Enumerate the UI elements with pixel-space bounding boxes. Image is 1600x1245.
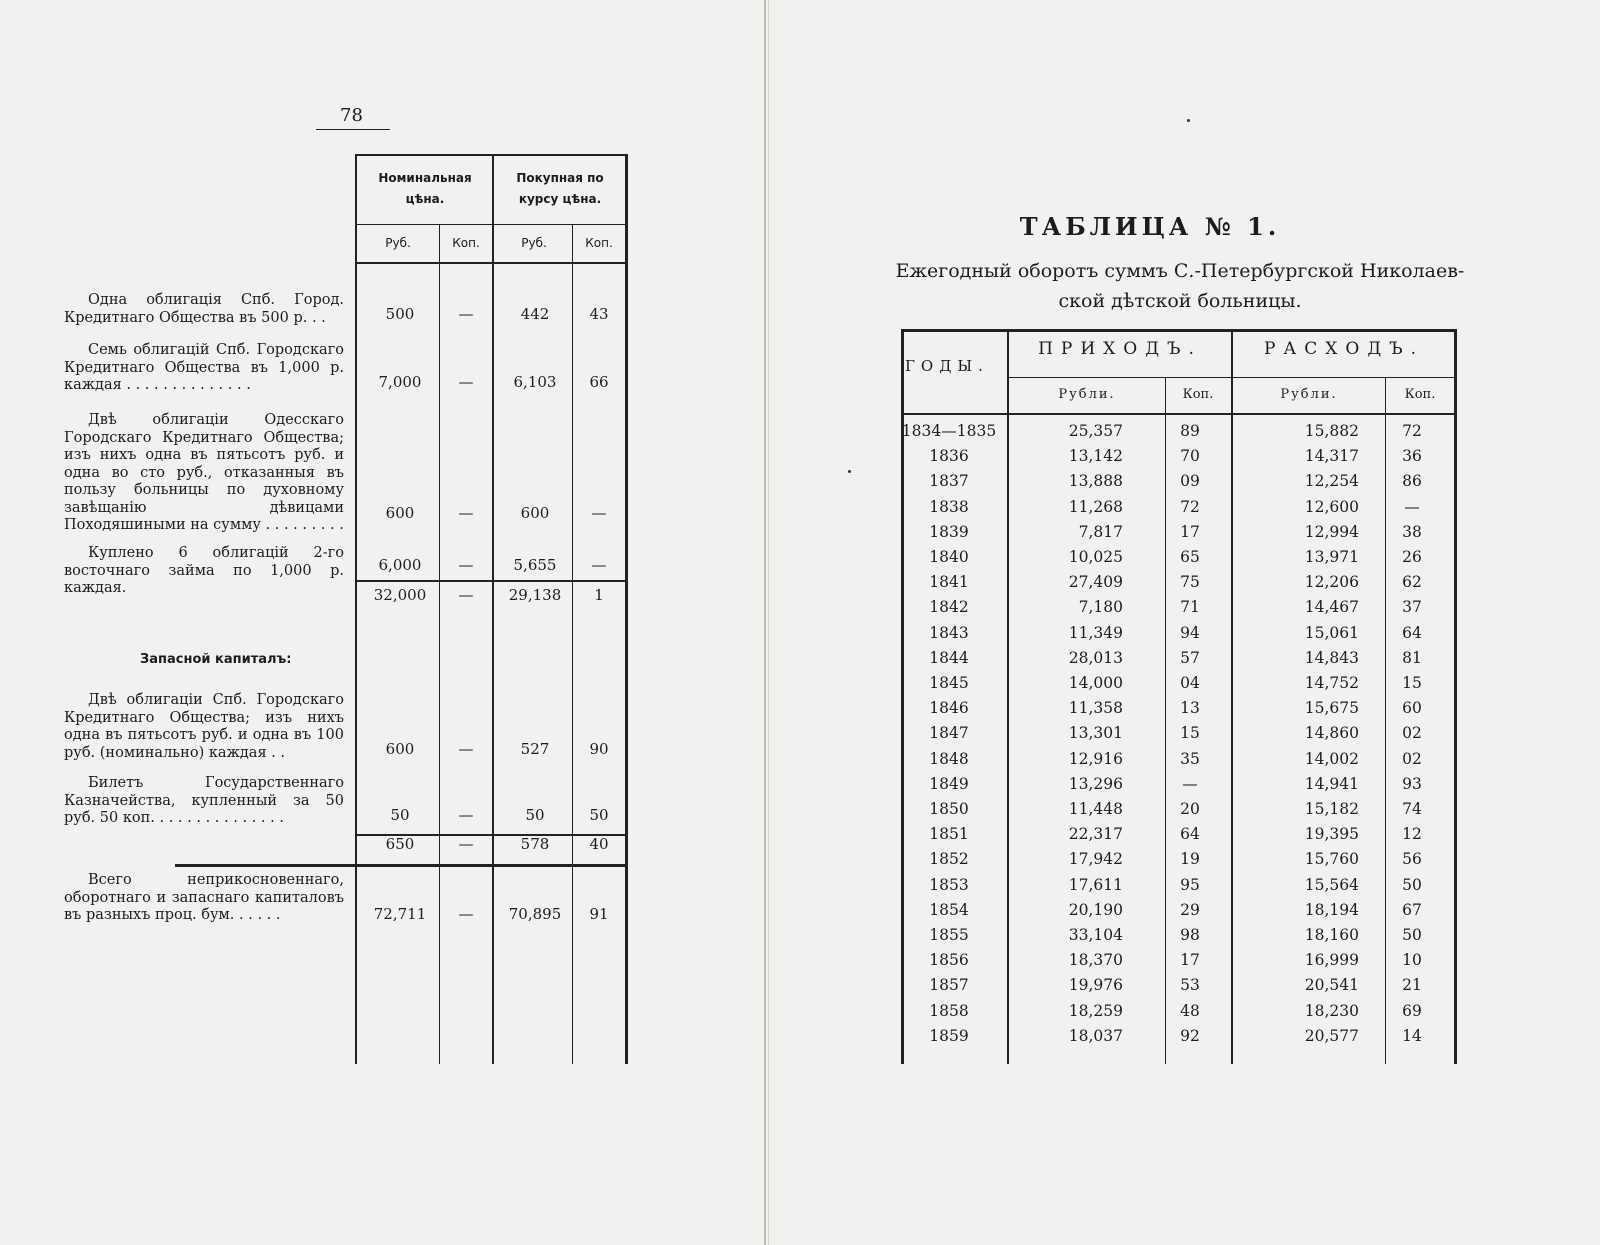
amount-cell: 18,037 — [1068, 1026, 1123, 1045]
amount-cell: 14,000 — [1068, 674, 1123, 692]
row-text: Всего неприкосновеннаго, оборотнаго и запаснаго капиталовъ въ разныхъ проц. бум. . . . . . — [64, 872, 344, 923]
amount-cell: 14,317 — [1304, 447, 1359, 466]
amount-cell: 15,182 — [1304, 800, 1359, 818]
amount-cell: 64 — [1180, 825, 1200, 844]
year-cell: 1852 — [929, 850, 969, 869]
value-cell: 6,103 — [513, 373, 557, 391]
amount-cell: 26 — [1402, 548, 1422, 566]
amount-cell: 48 — [1180, 1001, 1200, 1020]
amount-cell: 29 — [1180, 900, 1200, 919]
amount-cell: 17 — [1180, 951, 1200, 970]
amount-cell: 81 — [1402, 648, 1422, 667]
amount-cell: 75 — [1180, 573, 1200, 592]
year-cell: 1853 — [929, 875, 969, 894]
book-spine-shadow — [768, 0, 769, 1245]
header-purchase-price: Покупная по курсу цѣна. — [516, 171, 604, 206]
year-cell: 1850 — [929, 800, 969, 818]
amount-cell: 12,994 — [1304, 522, 1359, 541]
amount-cell: 70 — [1180, 447, 1200, 466]
table-rule — [901, 329, 1457, 332]
amount-cell: 15 — [1402, 674, 1422, 692]
amount-cell: 13,888 — [1068, 472, 1123, 491]
amount-cell: 71 — [1180, 598, 1200, 617]
amount-cell: 15 — [1180, 724, 1200, 743]
amount-cell: 17 — [1180, 522, 1200, 541]
amount-cell: 17,611 — [1068, 875, 1123, 894]
table-rule — [355, 154, 628, 156]
value-cell: — — [591, 556, 607, 574]
security-description — [64, 692, 344, 762]
amount-cell: 25,357 — [1068, 422, 1123, 440]
securities-table — [355, 154, 627, 1064]
amount-cell: 37 — [1402, 598, 1422, 617]
amount-cell: 11,358 — [1068, 699, 1123, 718]
amount-cell: 15,564 — [1304, 875, 1359, 894]
amount-cell: 13,142 — [1068, 447, 1123, 466]
amount-cell: 72 — [1402, 422, 1422, 440]
security-description — [64, 342, 344, 395]
header-rub: Руб. — [385, 236, 411, 250]
security-description — [64, 412, 344, 535]
total-cell: 70,895 — [508, 905, 562, 923]
value-cell: — — [458, 504, 474, 522]
year-cell: 1857 — [929, 976, 969, 995]
security-description — [64, 292, 344, 327]
book-spine — [764, 0, 766, 1245]
amount-cell: 38 — [1402, 522, 1422, 541]
total-cell: 72,711 — [373, 905, 427, 923]
amount-cell: 19,976 — [1068, 976, 1123, 995]
table-rule — [492, 154, 494, 1064]
amount-cell: 64 — [1402, 623, 1422, 642]
year-cell: 1856 — [929, 951, 969, 970]
amount-cell: 13,296 — [1068, 774, 1123, 793]
amount-cell: 62 — [1402, 573, 1422, 592]
total-cell: — — [458, 905, 474, 923]
turnover-table — [901, 329, 1457, 1064]
value-cell: — — [591, 504, 607, 522]
header-expense-rubles: Рубли. — [1280, 387, 1338, 402]
amount-cell: 12,254 — [1304, 472, 1359, 491]
amount-cell: — — [1404, 497, 1420, 516]
header-kop: Коп. — [585, 236, 613, 250]
year-cell: 1836 — [929, 447, 969, 466]
year-cell: 1844 — [929, 648, 969, 667]
amount-cell: 22,317 — [1068, 825, 1123, 844]
table-rule — [175, 864, 628, 867]
row-text: Билетъ Государственнаго Казначейства, купленный за 50 руб. 50 коп. . . . . . . . . . . . . . . — [64, 775, 344, 826]
amount-cell: 15,061 — [1304, 623, 1359, 642]
value-cell: 500 — [385, 305, 415, 323]
amount-cell: 11,268 — [1068, 497, 1123, 516]
value-cell: — — [458, 373, 474, 391]
year-cell: 1837 — [929, 472, 969, 491]
amount-cell: 12,206 — [1304, 573, 1359, 592]
table-rule — [1454, 329, 1457, 1064]
table-title: ТАБЛИЦА № 1. — [1019, 212, 1281, 241]
amount-cell: 7,180 — [1078, 598, 1123, 617]
row-text: Двѣ облигаціи Одесскаго Городскаго Кредитнаго Общества; изъ нихъ одна въ пятьсотъ руб. и одна во сто руб., отказанныя въ пользу больницы по духовному завѣщанію дѣвицами Походяшиными на сумму . . . . . . . . . — [64, 412, 344, 533]
amount-cell: 74 — [1402, 800, 1422, 818]
amount-cell: 92 — [1180, 1026, 1200, 1045]
value-cell: 43 — [589, 305, 609, 323]
amount-cell: 7,817 — [1078, 522, 1123, 541]
value-cell: 7,000 — [378, 373, 422, 391]
amount-cell: 95 — [1180, 875, 1200, 894]
value-cell: 50 — [525, 806, 545, 824]
amount-cell: 35 — [1180, 749, 1200, 768]
amount-cell: 86 — [1402, 472, 1422, 491]
amount-cell: 15,882 — [1304, 422, 1359, 440]
amount-cell: 21 — [1402, 976, 1422, 995]
amount-cell: 19,395 — [1304, 825, 1359, 844]
value-cell: 600 — [385, 740, 415, 758]
table-rule — [901, 413, 1457, 415]
amount-cell: 18,194 — [1304, 900, 1359, 919]
amount-cell: 20,190 — [1068, 900, 1123, 919]
amount-cell: 16,999 — [1304, 951, 1359, 970]
security-description — [64, 872, 344, 925]
amount-cell: 09 — [1180, 472, 1200, 491]
amount-cell: 14,860 — [1304, 724, 1359, 743]
amount-cell: 57 — [1180, 648, 1200, 667]
amount-cell: 02 — [1402, 724, 1422, 743]
table-rule — [355, 580, 628, 582]
amount-cell: 04 — [1180, 674, 1200, 692]
year-cell: 1843 — [929, 623, 969, 642]
amount-cell: 10 — [1402, 951, 1422, 970]
header-nominal-price: Номинальная цѣна. — [378, 171, 472, 206]
year-cell: 1855 — [929, 926, 969, 944]
amount-cell: 14,843 — [1304, 648, 1359, 667]
amount-cell: 67 — [1402, 900, 1422, 919]
subtotal-cell: 32,000 — [373, 586, 427, 604]
value-cell: 50 — [589, 806, 609, 824]
amount-cell: 12 — [1402, 825, 1422, 844]
amount-cell: 14,752 — [1304, 674, 1359, 692]
amount-cell: 14,002 — [1304, 749, 1359, 768]
amount-cell: 18,230 — [1304, 1001, 1359, 1020]
row-text: Одна облигація Спб. Город. Кредитнаго Общества въ 500 р. . . — [64, 292, 344, 326]
year-cell: 1847 — [929, 724, 969, 743]
amount-cell: 69 — [1402, 1001, 1422, 1020]
amount-cell: 11,349 — [1068, 623, 1123, 642]
value-cell: 66 — [589, 373, 609, 391]
amount-cell: 27,409 — [1068, 573, 1123, 592]
amount-cell: 11,448 — [1068, 800, 1123, 818]
section-title: Запасной капиталъ: — [140, 652, 292, 667]
table-rule — [355, 262, 628, 264]
subtitle-line: ской дѣтской больницы. — [1058, 290, 1302, 312]
amount-cell: 14 — [1402, 1026, 1422, 1045]
amount-cell: 02 — [1402, 749, 1422, 768]
amount-cell: 93 — [1402, 774, 1422, 793]
year-cell: 1845 — [929, 674, 969, 692]
year-cell: 1838 — [929, 497, 969, 516]
year-cell: 1854 — [929, 900, 969, 919]
year-cell: 1841 — [929, 573, 969, 592]
year-cell: 1848 — [929, 749, 969, 768]
year-cell: 1839 — [929, 522, 969, 541]
amount-cell: 18,160 — [1304, 926, 1359, 944]
amount-cell: — — [1182, 774, 1198, 793]
amount-cell: 20,541 — [1304, 976, 1359, 995]
amount-cell: 72 — [1180, 497, 1200, 516]
subtotal-cell: 1 — [594, 586, 604, 604]
subtitle-line: Ежегодный оборотъ суммъ С.-Петербургской Николаев- — [895, 260, 1465, 282]
page-number-rule — [316, 129, 390, 130]
page-number: 78 — [340, 105, 363, 126]
amount-cell: 18,259 — [1068, 1001, 1123, 1020]
table-rule — [355, 224, 628, 225]
amount-cell: 12,600 — [1304, 497, 1359, 516]
subtotal-cell: — — [458, 835, 474, 853]
value-cell: 442 — [520, 305, 550, 323]
subtotal-cell: 40 — [589, 835, 609, 853]
row-text: Семь облигацій Спб. Городскаго Кредитнаго Общества въ 1,000 р. каждая . . . . . . . . . . . . . . — [64, 342, 344, 393]
header-kop: Коп. — [452, 236, 480, 250]
amount-cell: 10,025 — [1068, 548, 1123, 566]
amount-cell: 50 — [1402, 875, 1422, 894]
amount-cell: 36 — [1402, 447, 1422, 466]
value-cell: 5,655 — [513, 556, 557, 574]
value-cell: 50 — [390, 806, 410, 824]
value-cell: 6,000 — [378, 556, 422, 574]
year-cell: 1846 — [929, 699, 969, 718]
amount-cell: 20 — [1180, 800, 1200, 818]
row-text: Двѣ облигаціи Спб. Городскаго Кредитнаго Общества; изъ нихъ одна въ пятьсотъ руб. и одна въ 100 руб. (номинально) каждая . . — [64, 692, 344, 761]
print-speck — [1187, 119, 1190, 122]
header-years: ГОДЫ. — [905, 357, 989, 375]
amount-cell: 98 — [1180, 926, 1200, 944]
year-cell: 1859 — [929, 1026, 969, 1045]
print-speck — [848, 470, 851, 473]
amount-cell: 13,301 — [1068, 724, 1123, 743]
security-description — [64, 775, 344, 828]
value-cell: — — [458, 556, 474, 574]
amount-cell: 89 — [1180, 422, 1200, 440]
header-income-kop: Коп. — [1182, 387, 1214, 402]
amount-cell: 13,971 — [1304, 548, 1359, 566]
amount-cell: 33,104 — [1068, 926, 1123, 944]
year-cell: 1851 — [929, 825, 969, 844]
table-rule — [439, 224, 440, 1064]
header-expense-kop: Коп. — [1404, 387, 1436, 402]
header-income: ПРИХОДЪ. — [1038, 339, 1202, 359]
table-rule — [625, 154, 628, 1064]
amount-cell: 94 — [1180, 623, 1200, 642]
value-cell: 600 — [520, 504, 550, 522]
amount-cell: 28,013 — [1068, 648, 1123, 667]
value-cell: — — [458, 740, 474, 758]
amount-cell: 50 — [1402, 926, 1422, 944]
value-cell: 527 — [520, 740, 550, 758]
year-cell: 1840 — [929, 548, 969, 566]
value-cell: 90 — [589, 740, 609, 758]
year-cell: 1834—1835 — [901, 422, 997, 440]
subtotal-cell: 650 — [385, 835, 415, 853]
amount-cell: 14,941 — [1304, 774, 1359, 793]
amount-cell: 12,916 — [1068, 749, 1123, 768]
subtotal-cell: — — [458, 586, 474, 604]
header-rub: Руб. — [521, 236, 547, 250]
amount-cell: 60 — [1402, 699, 1422, 718]
year-cell: 1842 — [929, 598, 969, 617]
table-subtitle — [880, 256, 1480, 316]
value-cell: — — [458, 305, 474, 323]
header-expense: РАСХОДЪ. — [1263, 339, 1425, 359]
amount-cell: 53 — [1180, 976, 1200, 995]
year-cell: 1858 — [929, 1001, 969, 1020]
amount-cell: 17,942 — [1068, 850, 1123, 869]
value-cell: — — [458, 806, 474, 824]
subtotal-cell: 29,138 — [508, 586, 562, 604]
amount-cell: 13 — [1180, 699, 1200, 718]
subtotal-cell: 578 — [520, 835, 550, 853]
amount-cell: 15,760 — [1304, 850, 1359, 869]
amount-cell: 18,370 — [1068, 951, 1123, 970]
year-cell: 1849 — [929, 774, 969, 793]
table-rule — [355, 154, 357, 1064]
security-description — [64, 545, 344, 598]
value-cell: 600 — [385, 504, 415, 522]
amount-cell: 19 — [1180, 850, 1200, 869]
amount-cell: 20,577 — [1304, 1026, 1359, 1045]
amount-cell: 14,467 — [1304, 598, 1359, 617]
total-cell: 91 — [589, 905, 609, 923]
row-text: Куплено 6 облигацій 2-го восточнаго займа по 1,000 р. каждая. — [64, 545, 344, 596]
amount-cell: 56 — [1402, 850, 1422, 869]
amount-cell: 15,675 — [1304, 699, 1359, 718]
header-income-rubles: Рубли. — [1058, 387, 1116, 402]
amount-cell: 65 — [1180, 548, 1200, 566]
table-rule — [572, 224, 573, 1064]
